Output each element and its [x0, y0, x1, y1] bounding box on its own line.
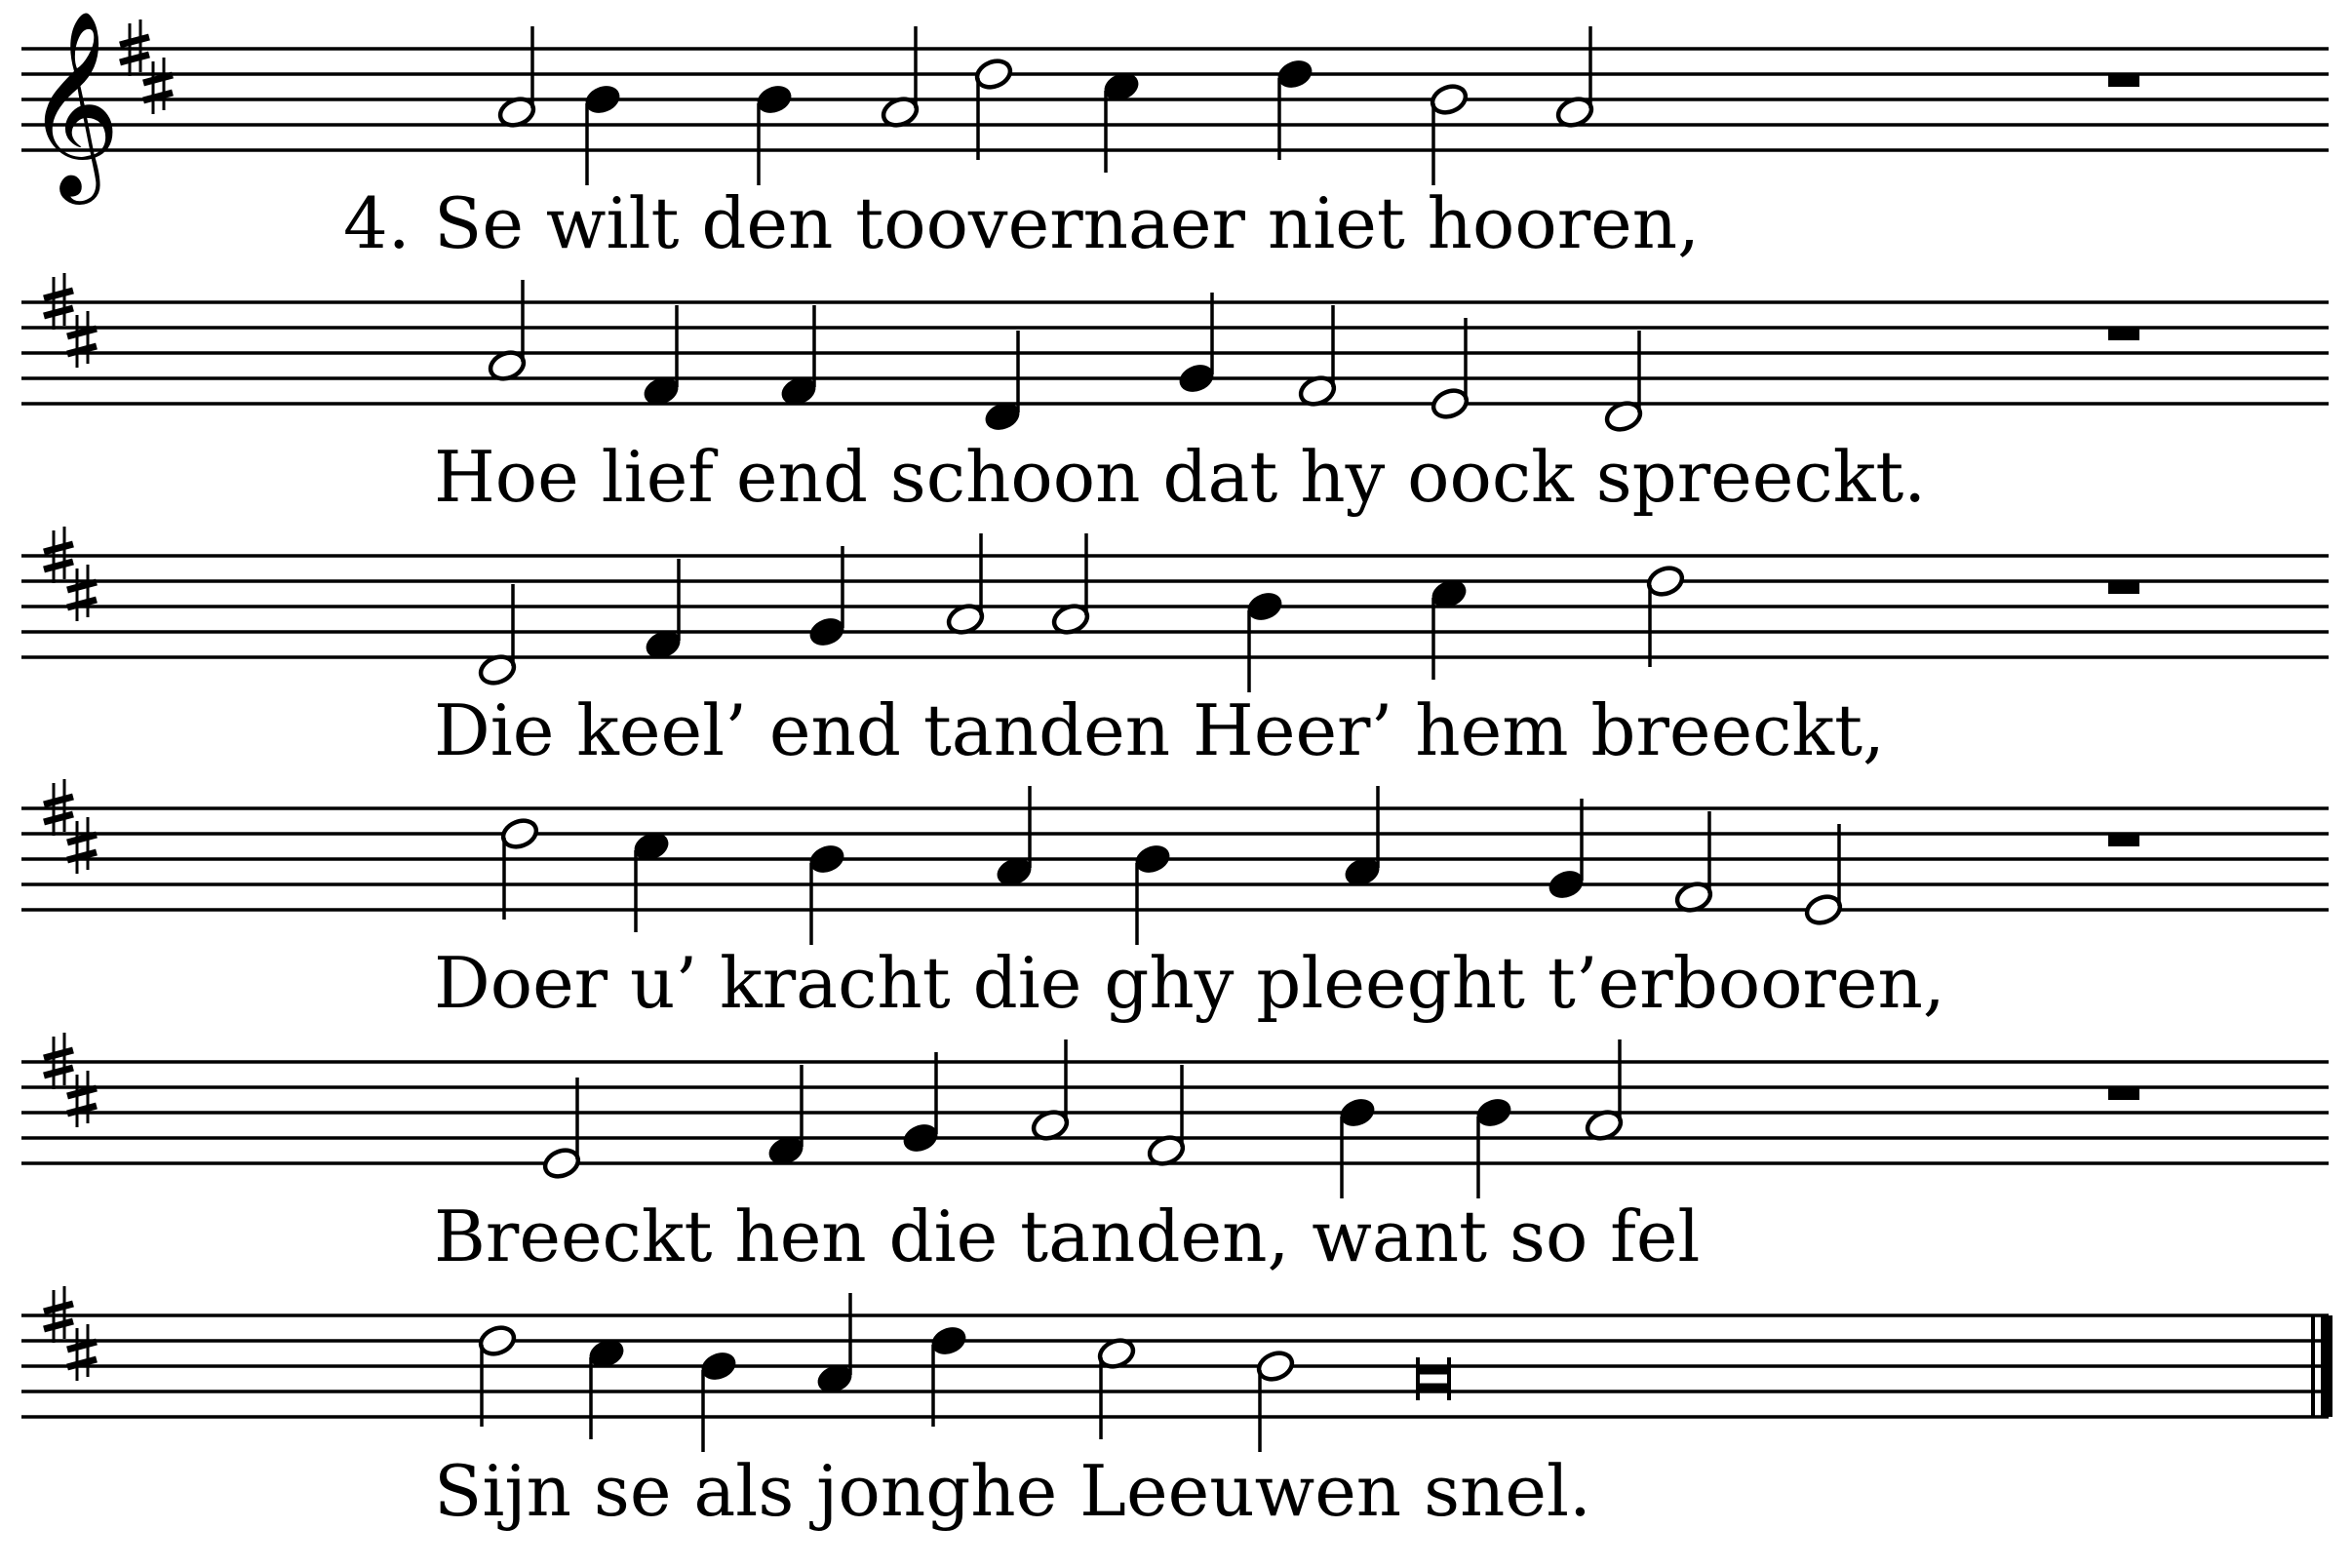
note-quarter	[982, 331, 1023, 434]
treble-clef-icon: 𝄞	[25, 9, 121, 196]
note-quarter	[1101, 69, 1142, 173]
note-half	[1297, 305, 1338, 409]
note-half	[1050, 533, 1091, 637]
note-quarter	[754, 82, 795, 185]
note-quarter	[900, 1052, 941, 1156]
sharp-c-icon	[67, 311, 97, 368]
note-half	[477, 1323, 518, 1427]
note-half	[499, 816, 540, 920]
note-breve	[1418, 1357, 1449, 1400]
note-quarter	[1337, 1095, 1378, 1198]
note-quarter	[641, 305, 682, 409]
half-rest-icon	[2108, 74, 2139, 87]
note-half	[1255, 1349, 1296, 1452]
sharp-c-icon	[143, 58, 173, 114]
note-half	[1584, 1039, 1625, 1143]
lyric-line: Doer u’ kracht die ghy pleeght t’erbooren,	[434, 942, 1945, 1024]
note-quarter	[586, 1336, 627, 1439]
staff-system	[21, 1286, 2332, 1532]
staff-system	[21, 1033, 2329, 1277]
note-half	[1554, 26, 1595, 130]
half-rest-icon	[2108, 1087, 2139, 1100]
lyric-line: Breeckt hen die tanden, want so fel	[434, 1196, 1701, 1277]
note-quarter	[643, 559, 684, 662]
staff-system	[21, 273, 2329, 518]
note-quarter	[806, 546, 847, 649]
note-half	[1430, 318, 1470, 421]
note-quarter	[1473, 1095, 1514, 1198]
note-quarter	[994, 786, 1035, 889]
note-quarter	[1546, 799, 1587, 902]
note-quarter	[1429, 576, 1470, 680]
note-half	[477, 584, 518, 687]
lyric-line: Die keel’ end tanden Heer’ hem breeckt,	[434, 689, 1885, 771]
note-half	[496, 26, 537, 130]
note-quarter	[1244, 589, 1285, 692]
note-quarter	[928, 1323, 969, 1427]
note-half	[487, 280, 528, 383]
note-quarter	[778, 305, 819, 409]
lyric-line: Se wilt den toovernaer niet hooren,	[434, 182, 1701, 264]
staff-system	[21, 527, 2329, 771]
note-half	[541, 1078, 582, 1181]
sharp-c-icon	[67, 817, 97, 874]
staff-system	[21, 779, 2329, 1024]
lyric-line: Sijn se als jonghe Leeuwen snel.	[434, 1450, 1591, 1532]
note-half	[945, 533, 986, 637]
note-quarter	[814, 1293, 855, 1396]
note-half	[1603, 331, 1644, 434]
note-quarter	[1342, 786, 1383, 889]
note-quarter	[806, 842, 847, 945]
note-half	[1030, 1039, 1071, 1143]
sharp-c-icon	[67, 1324, 97, 1381]
note-half	[973, 57, 1014, 160]
note-quarter	[1176, 293, 1217, 396]
half-rest-icon	[2108, 328, 2139, 340]
sharp-c-icon	[67, 565, 97, 621]
note-quarter	[631, 829, 672, 932]
note-quarter	[1132, 842, 1173, 945]
note-quarter	[765, 1065, 806, 1168]
note-half	[1429, 82, 1470, 185]
verse-number: 4.	[343, 182, 411, 264]
note-half	[1673, 811, 1714, 915]
note-quarter	[582, 82, 623, 185]
note-half	[1645, 564, 1686, 667]
lyric-line: Hoe lief end schoon dat hy oock spreeckt.	[434, 436, 1927, 518]
sharp-c-icon	[67, 1071, 97, 1127]
final-barline	[2321, 1315, 2332, 1417]
note-half	[1146, 1065, 1187, 1168]
half-rest-icon	[2108, 581, 2139, 594]
note-quarter	[1274, 57, 1315, 160]
note-quarter	[698, 1349, 739, 1452]
half-rest-icon	[2108, 834, 2139, 846]
note-half	[1803, 824, 1844, 927]
note-half	[1096, 1336, 1137, 1439]
note-half	[880, 26, 921, 130]
